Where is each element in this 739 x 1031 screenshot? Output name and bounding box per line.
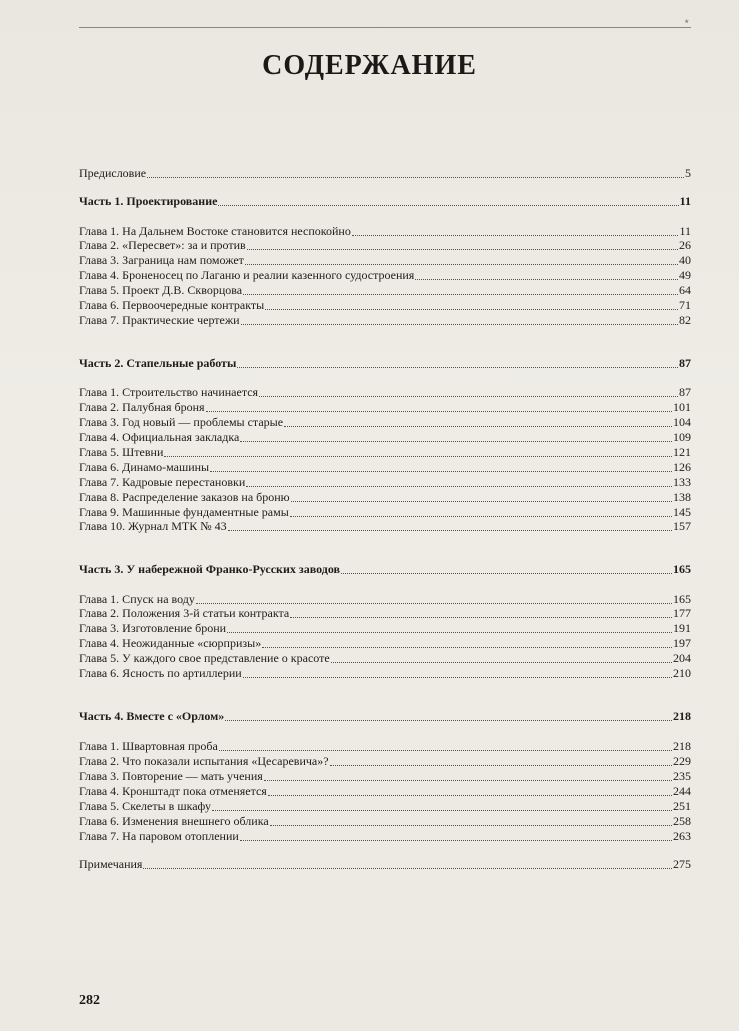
- dot-leader: [284, 426, 672, 427]
- toc-entry: [79, 799, 691, 814]
- toc-entry: [79, 445, 691, 460]
- toc-entry: [79, 814, 691, 829]
- dot-leader: [206, 411, 672, 412]
- toc-entry: [79, 475, 691, 490]
- dot-leader: [246, 486, 672, 487]
- toc-entry-title: Глава 1. На Дальнем Востоке становится неспокойно: [79, 224, 351, 238]
- toc-entry-title: Предисловие: [79, 166, 147, 180]
- toc-entry-title: Глава 5. Штевни: [79, 445, 164, 459]
- toc-entry-title: Часть 3. У набережной Франко-Русских заводов: [79, 562, 341, 576]
- toc-entry-page: 138: [673, 490, 691, 504]
- dot-leader: [241, 324, 678, 325]
- toc-entry: [79, 415, 691, 430]
- toc-entry: [79, 224, 691, 239]
- toc-entry: [79, 784, 691, 799]
- dot-leader: [264, 780, 672, 781]
- dot-leader: [290, 617, 672, 618]
- toc-entry-title: Примечания: [79, 857, 143, 871]
- toc-entry-title: Глава 6. Изменения внешнего облика: [79, 814, 269, 828]
- toc-entry-title: Часть 4. Вместе с «Орлом»: [79, 709, 225, 723]
- toc-entry-page: 133: [673, 475, 691, 489]
- dot-leader: [330, 765, 672, 766]
- toc-entry: [79, 313, 691, 328]
- toc-entry-page: 71: [679, 298, 691, 312]
- toc-entry-title: Глава 7. На паровом отоплении: [79, 829, 239, 843]
- toc-entry: [79, 666, 691, 681]
- toc-entry-page: 275: [673, 857, 691, 871]
- toc-entry-page: 251: [673, 799, 691, 813]
- toc-entry-title: Глава 5. У каждого свое представление о красоте: [79, 651, 330, 665]
- dot-leader: [290, 516, 672, 517]
- toc-entry-title: Глава 2. «Пересвет»: за и против: [79, 238, 246, 252]
- toc-entry-page: 145: [673, 505, 691, 519]
- toc-entry-page: 87: [679, 356, 691, 370]
- dot-leader: [219, 750, 672, 751]
- toc-entry-page: 157: [673, 519, 691, 533]
- dot-leader: [212, 810, 672, 811]
- toc-entry-title: Глава 3. Год новый — проблемы старые: [79, 415, 284, 429]
- toc-entry-title: Глава 2. Палубная броня: [79, 400, 205, 414]
- toc-entry-title: Глава 5. Проект Д.В. Скворцова: [79, 283, 243, 297]
- dot-leader: [237, 367, 678, 368]
- toc-entry-title: Глава 8. Распределение заказов на броню: [79, 490, 290, 504]
- toc-entry-page: 121: [673, 445, 691, 459]
- toc-entry-page: 101: [673, 400, 691, 414]
- toc-entry-title: Глава 7. Практические чертежи: [79, 313, 240, 327]
- toc-entry-page: 165: [673, 562, 691, 576]
- toc-entry-page: 11: [679, 194, 691, 208]
- toc-entry-title: Глава 5. Скелеты в шкафу: [79, 799, 212, 813]
- toc-entry: [79, 592, 691, 607]
- toc-entry-page: 263: [673, 829, 691, 843]
- toc-entry-page: 109: [673, 430, 691, 444]
- toc-entry: [79, 769, 691, 784]
- toc-entry-page: 229: [673, 754, 691, 768]
- toc-entry-title: Глава 9. Машинные фундаментные рамы: [79, 505, 289, 519]
- toc-entry-page: 82: [679, 313, 691, 327]
- toc-entry-title: Часть 2. Стапельные работы: [79, 356, 237, 370]
- toc-entry: [79, 505, 691, 520]
- dot-leader: [196, 603, 672, 604]
- toc-entry: [79, 460, 691, 475]
- dot-leader: [210, 471, 672, 472]
- dot-leader: [415, 279, 678, 280]
- toc-entry-page: 204: [673, 651, 691, 665]
- toc-part-entry: [79, 356, 691, 371]
- toc-entry: [79, 606, 691, 621]
- toc-entry-title: Глава 2. Что показали испытания «Цесаревича»?: [79, 754, 329, 768]
- toc-entry-page: 177: [673, 606, 691, 620]
- dot-leader: [245, 264, 678, 265]
- toc-entry: [79, 166, 691, 181]
- dot-leader: [227, 632, 672, 633]
- corner-mark: ٭: [684, 16, 690, 27]
- toc-entry-title: Глава 1. Строительство начинается: [79, 385, 259, 399]
- header-rule: [79, 27, 691, 28]
- dot-leader: [265, 309, 678, 310]
- dot-leader: [143, 868, 672, 869]
- toc-entry-page: 210: [673, 666, 691, 680]
- dot-leader: [247, 249, 678, 250]
- dot-leader: [291, 501, 672, 502]
- toc-entry: [79, 651, 691, 666]
- dot-leader: [259, 396, 678, 397]
- toc-entry-page: 104: [673, 415, 691, 429]
- toc-entry-page: 87: [679, 385, 691, 399]
- toc-entry-title: Глава 2. Положения 3-й статьи контракта: [79, 606, 290, 620]
- toc-entry: [79, 829, 691, 844]
- toc-entry-title: Глава 6. Ясность по артиллерии: [79, 666, 242, 680]
- toc-entry-title: Глава 4. Броненосец по Лаганю и реалии казенного судостроения: [79, 268, 415, 282]
- toc-entry: [79, 268, 691, 283]
- toc-entry: [79, 298, 691, 313]
- toc-entry-title: Глава 10. Журнал МТК № 43: [79, 519, 227, 533]
- toc-entry-page: 218: [673, 709, 691, 723]
- toc-entry-title: Глава 6. Динамо-машины: [79, 460, 210, 474]
- toc-entry: [79, 385, 691, 400]
- dot-leader: [243, 677, 672, 678]
- toc-entry: [79, 490, 691, 505]
- dot-leader: [352, 235, 679, 236]
- dot-leader: [225, 720, 672, 721]
- toc-entry-page: 218: [673, 739, 691, 753]
- toc-entry-page: 126: [673, 460, 691, 474]
- toc-entry-title: Глава 6. Первоочередные контракты: [79, 298, 265, 312]
- toc-entry-title: Глава 4. Кронштадт пока отменяется: [79, 784, 267, 798]
- dot-leader: [164, 456, 672, 457]
- dot-leader: [243, 294, 678, 295]
- toc-entry: [79, 400, 691, 415]
- toc-entry: [79, 238, 691, 253]
- toc-entry-page: 197: [673, 636, 691, 650]
- toc-entry-page: 40: [679, 253, 691, 267]
- toc-entry-title: Глава 3. Изготовление брони: [79, 621, 227, 635]
- toc-entry-title: Глава 1. Швартовная проба: [79, 739, 218, 753]
- toc-part-entry: [79, 194, 691, 209]
- toc-entry-title: Глава 1. Спуск на воду: [79, 592, 195, 606]
- dot-leader: [147, 177, 684, 178]
- toc-entry-title: Глава 4. Неожиданные «сюрпризы»: [79, 636, 262, 650]
- toc-entry-page: 258: [673, 814, 691, 828]
- dot-leader: [270, 825, 672, 826]
- toc-entry-page: 191: [673, 621, 691, 635]
- dot-leader: [341, 573, 672, 574]
- toc-entry: [79, 739, 691, 754]
- page-number: 282: [79, 993, 100, 1008]
- toc-entry-page: 244: [673, 784, 691, 798]
- toc-entry-page: 11: [679, 224, 691, 238]
- toc-entry: [79, 519, 691, 534]
- toc-entry: [79, 754, 691, 769]
- toc-part-entry: [79, 562, 691, 577]
- dot-leader: [331, 662, 672, 663]
- dot-leader: [268, 795, 672, 796]
- toc-entry-title: Глава 4. Официальная закладка: [79, 430, 240, 444]
- dot-leader: [240, 840, 672, 841]
- toc-entry-title: Глава 3. Заграница нам поможет: [79, 253, 244, 267]
- dot-leader: [218, 205, 678, 206]
- toc-entry-title: Глава 3. Повторение — мать учения: [79, 769, 263, 783]
- toc-entry: [79, 621, 691, 636]
- toc-entry-title: Часть 1. Проектирование: [79, 194, 218, 208]
- toc-entry: [79, 636, 691, 651]
- toc-part-entry: [79, 709, 691, 724]
- toc-entry-page: 26: [679, 238, 691, 252]
- toc-entry: [79, 283, 691, 298]
- toc-entry-page: 49: [679, 268, 691, 282]
- toc-entry-page: 235: [673, 769, 691, 783]
- dot-leader: [240, 441, 672, 442]
- toc-entry: [79, 253, 691, 268]
- toc-entry: [79, 857, 691, 872]
- page-title: СОДЕРЖАНИЕ: [262, 50, 477, 81]
- toc-entry: [79, 430, 691, 445]
- toc-entry-title: Глава 7. Кадровые перестановки: [79, 475, 246, 489]
- dot-leader: [262, 647, 672, 648]
- toc-entry-page: 5: [685, 166, 691, 180]
- dot-leader: [228, 530, 672, 531]
- toc-entry-page: 165: [673, 592, 691, 606]
- toc-entry-page: 64: [679, 283, 691, 297]
